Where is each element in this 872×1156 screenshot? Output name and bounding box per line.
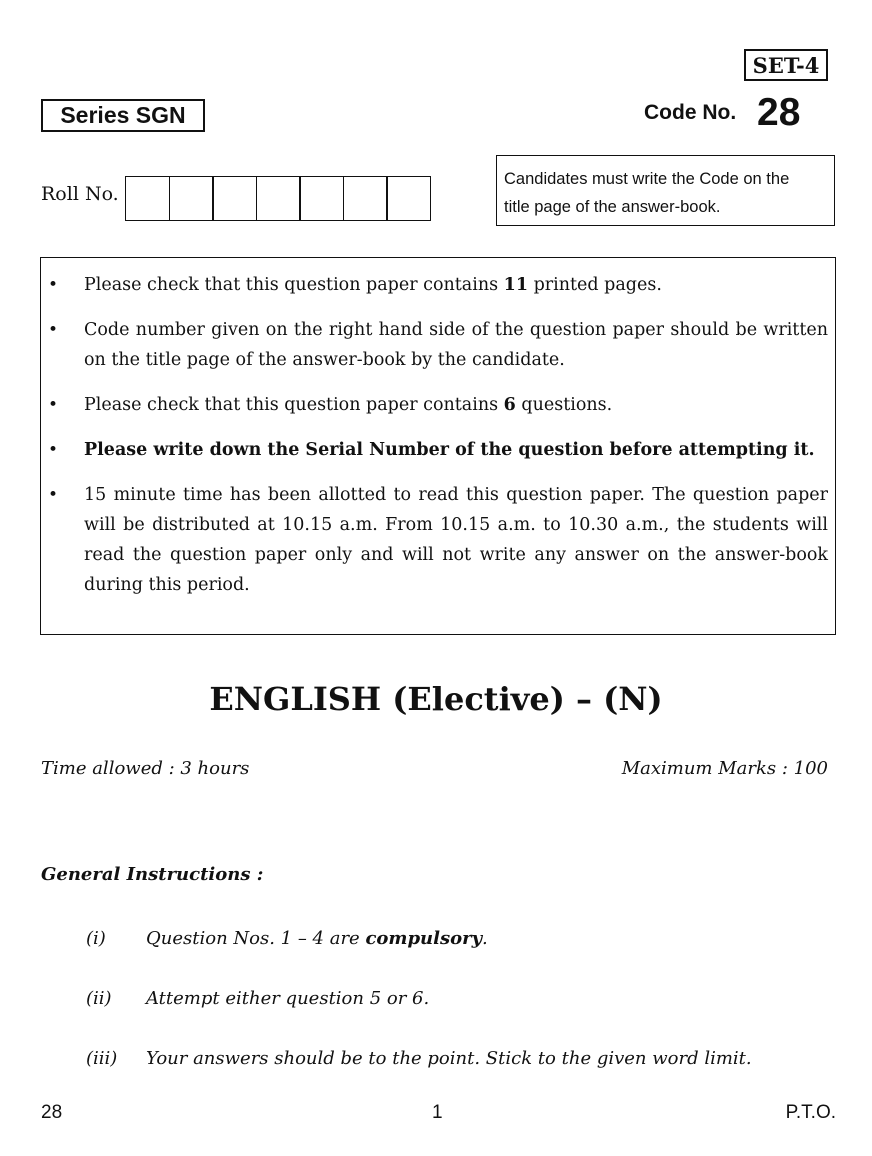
item-text: Your answers should be to the point. Stick to the given word limit. — [146, 1048, 752, 1069]
series-badge: Series SGN — [41, 99, 205, 132]
candidate-note-line-2: title page of the answer-book. — [504, 198, 721, 216]
paper-title: ENGLISH (Elective) – (N) — [209, 680, 663, 718]
code-label: Code No. — [644, 101, 737, 124]
instruction-item-code: • Code number given on the right hand side of the question paper should be written on the title page of the answer-book by the candidate. — [41, 315, 828, 375]
roll-number-cell[interactable] — [386, 176, 431, 221]
page-number: 1 — [432, 1102, 443, 1123]
instruction-item-pages: • Please check that this question paper contains 11 printed pages. — [41, 270, 828, 300]
candidate-note-box — [496, 155, 835, 226]
roll-number-cell[interactable] — [169, 176, 214, 221]
bullet-icon: • — [48, 275, 59, 295]
footer-code: 28 — [41, 1102, 63, 1123]
roll-number-cell[interactable] — [256, 176, 301, 221]
roll-number-cell[interactable] — [212, 176, 257, 221]
bullet-icon: • — [48, 485, 59, 505]
item-text: Attempt either question 5 or 6. — [146, 988, 430, 1009]
candidate-note-line-1: Candidates must write the Code on the — [504, 170, 790, 188]
roll-number-cell[interactable] — [299, 176, 344, 221]
instruction-item-serial: • Please write down the Serial Number of the question before attempting it. — [41, 435, 828, 465]
roll-number-label: Roll No. — [41, 183, 119, 205]
code-number: 28 — [757, 91, 801, 134]
instructions-box — [40, 257, 836, 635]
item-number: (ii) — [86, 988, 112, 1009]
bullet-icon: • — [48, 320, 59, 340]
roll-number-boxes — [125, 176, 431, 221]
roll-number-cell[interactable] — [125, 176, 170, 221]
bullet-icon: • — [48, 440, 59, 460]
instruction-item-reading-time: • 15 minute time has been allotted to read this question paper. The question paper will be distributed at 10.15 a.m. From 10.15 a.m. to 10.30 a.m., the students will read the question paper only and will not write any answer on the answer-book during this period. — [41, 480, 828, 600]
general-instructions-heading: General Instructions : — [41, 864, 264, 885]
item-number: (iii) — [86, 1048, 118, 1069]
time-allowed: Time allowed : 3 hours — [41, 758, 250, 779]
instruction-item-questions: • Please check that this question paper contains 6 questions. — [41, 390, 828, 420]
maximum-marks: Maximum Marks : 100 — [621, 758, 828, 779]
item-number: (i) — [86, 928, 106, 949]
set-badge: SET-4 — [744, 49, 828, 81]
bullet-icon: • — [48, 395, 59, 415]
item-text: Question Nos. 1 – 4 are compulsory. — [146, 928, 488, 949]
pto-label: P.T.O. — [785, 1102, 836, 1123]
instructions-list — [41, 258, 835, 600]
roll-number-cell[interactable] — [343, 176, 388, 221]
